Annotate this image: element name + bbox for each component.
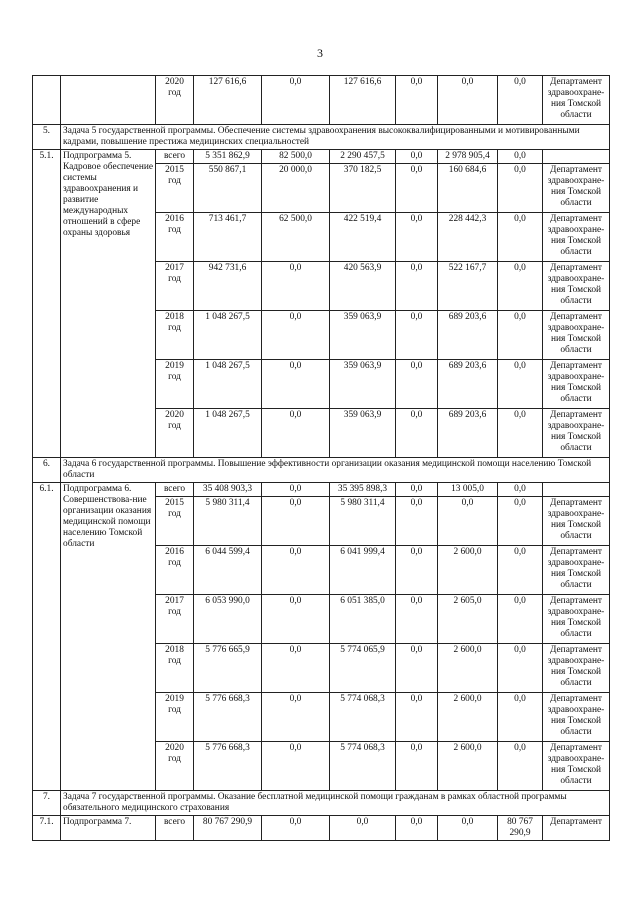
year-cell: 2017 год: [156, 262, 194, 311]
regional-cell: 5 774 065,9: [330, 644, 396, 693]
other-cell: 0,0: [498, 213, 543, 262]
row-num: [33, 76, 61, 125]
regional-cell: 127 616,6: [330, 76, 396, 125]
budget-table: [32, 75, 610, 841]
year-cell: 2017 год: [156, 595, 194, 644]
local-cell: 0,0: [396, 742, 438, 791]
other-cell: 0,0: [498, 311, 543, 360]
tfoms-cell: 160 684,6: [438, 164, 498, 213]
tfoms-cell: 2 605,0: [438, 595, 498, 644]
total-cell: 713 461,7: [194, 213, 262, 262]
tfoms-cell: 2 978 905,4: [438, 150, 498, 164]
total-cell: 1 048 267,5: [194, 311, 262, 360]
year-cell: всего: [156, 150, 194, 164]
year-cell: 2018 год: [156, 644, 194, 693]
other-cell: 0,0: [498, 76, 543, 125]
regional-cell: 5 980 311,4: [330, 497, 396, 546]
local-cell: 0,0: [396, 311, 438, 360]
federal-cell: 0,0: [262, 483, 330, 497]
total-cell: 1 048 267,5: [194, 360, 262, 409]
total-cell: 5 351 862,9: [194, 150, 262, 164]
task-text: Задача 6 государственной программы. Повышение эффективности организации оказания медицинской помощи населению Томской области: [61, 458, 610, 483]
regional-cell: 359 063,9: [330, 409, 396, 458]
regional-cell: 420 563,9: [330, 262, 396, 311]
regional-cell: 422 519,4: [330, 213, 396, 262]
department-cell: Департамент здравоохране-ния Томской области: [543, 311, 610, 360]
department-cell: Департамент: [543, 816, 610, 841]
tfoms-cell: 0,0: [438, 816, 498, 841]
year-cell: 2020 год: [156, 742, 194, 791]
federal-cell: 0,0: [262, 262, 330, 311]
table-row: [33, 816, 610, 841]
year-cell: 2016 год: [156, 546, 194, 595]
year-cell: всего: [156, 816, 194, 841]
regional-cell: 359 063,9: [330, 360, 396, 409]
page-number: 3: [317, 46, 323, 60]
tfoms-cell: 228 442,3: [438, 213, 498, 262]
task-row: [33, 125, 610, 150]
department-cell: Департамент здравоохране-ния Томской области: [543, 262, 610, 311]
year-cell: 2019 год: [156, 360, 194, 409]
other-cell: 0,0: [498, 546, 543, 595]
other-cell: 0,0: [498, 742, 543, 791]
tfoms-cell: 13 005,0: [438, 483, 498, 497]
federal-cell: 0,0: [262, 311, 330, 360]
local-cell: 0,0: [396, 693, 438, 742]
federal-cell: 20 000,0: [262, 164, 330, 213]
local-cell: 0,0: [396, 76, 438, 125]
year-cell: 2018 год: [156, 311, 194, 360]
local-cell: 0,0: [396, 497, 438, 546]
total-cell: 5 776 665,9: [194, 644, 262, 693]
local-cell: 0,0: [396, 262, 438, 311]
local-cell: 0,0: [396, 409, 438, 458]
department-cell: Департамент здравоохране-ния Томской области: [543, 213, 610, 262]
subprogram-number: 5.1.: [33, 150, 61, 458]
regional-cell: 2 290 457,5: [330, 150, 396, 164]
table-row: [33, 483, 610, 497]
year-cell: 2015 год: [156, 497, 194, 546]
tfoms-cell: 689 203,6: [438, 409, 498, 458]
total-cell: 550 867,1: [194, 164, 262, 213]
department-cell: Департамент здравоохране-ния Томской области: [543, 360, 610, 409]
regional-cell: 0,0: [330, 816, 396, 841]
total-cell: 5 980 311,4: [194, 497, 262, 546]
department-cell: [543, 483, 610, 497]
total-cell: 80 767 290,9: [194, 816, 262, 841]
federal-cell: 0,0: [262, 497, 330, 546]
task-number: 7.: [33, 791, 61, 816]
task-row: [33, 458, 610, 483]
department-cell: Департамент здравоохране-ния Томской области: [543, 595, 610, 644]
federal-cell: 0,0: [262, 76, 330, 125]
table-row: [33, 150, 610, 164]
local-cell: 0,0: [396, 546, 438, 595]
other-cell: 0,0: [498, 262, 543, 311]
local-cell: 0,0: [396, 595, 438, 644]
subprogram-name: Подпрограмма 5. Кадровое обеспечение системы здравоохранения и развитие международных отношений в сфере охраны здоровья: [61, 150, 156, 458]
task-row: [33, 791, 610, 816]
subprogram-name: Подпрограмма 7.: [61, 816, 156, 841]
tfoms-cell: 2 600,0: [438, 742, 498, 791]
tfoms-cell: 0,0: [438, 497, 498, 546]
other-cell: 0,0: [498, 360, 543, 409]
task-text: Задача 7 государственной программы. Оказание бесплатной медицинской помощи гражданам в рамках областной программы обязательного медицинского страхования: [61, 791, 610, 816]
local-cell: 0,0: [396, 816, 438, 841]
department-cell: Департамент здравоохране-ния Томской области: [543, 76, 610, 125]
year-cell: всего: [156, 483, 194, 497]
department-cell: Департамент здравоохране-ния Томской области: [543, 497, 610, 546]
federal-cell: 0,0: [262, 644, 330, 693]
total-cell: 5 776 668,3: [194, 693, 262, 742]
year-cell: 2020 год: [156, 409, 194, 458]
federal-cell: 0,0: [262, 742, 330, 791]
local-cell: 0,0: [396, 213, 438, 262]
tfoms-cell: 689 203,6: [438, 311, 498, 360]
other-cell: 0,0: [498, 409, 543, 458]
tfoms-cell: 689 203,6: [438, 360, 498, 409]
department-cell: Департамент здравоохране-ния Томской области: [543, 644, 610, 693]
local-cell: 0,0: [396, 150, 438, 164]
other-cell: 0,0: [498, 483, 543, 497]
federal-cell: 0,0: [262, 360, 330, 409]
task-number: 5.: [33, 125, 61, 150]
other-cell: 80 767 290,9: [498, 816, 543, 841]
subprogram-name: Подпрограмма 6. Совершенствова-ние организации оказания медицинской помощи населению Томской области: [61, 483, 156, 791]
regional-cell: 5 774 068,3: [330, 742, 396, 791]
table-row: [33, 76, 610, 125]
other-cell: 0,0: [498, 595, 543, 644]
regional-cell: 359 063,9: [330, 311, 396, 360]
department-cell: Департамент здравоохране-ния Томской области: [543, 164, 610, 213]
regional-cell: 6 051 385,0: [330, 595, 396, 644]
local-cell: 0,0: [396, 360, 438, 409]
local-cell: 0,0: [396, 644, 438, 693]
total-cell: 5 776 668,3: [194, 742, 262, 791]
total-cell: 1 048 267,5: [194, 409, 262, 458]
tfoms-cell: 522 167,7: [438, 262, 498, 311]
total-cell: 942 731,6: [194, 262, 262, 311]
tfoms-cell: 2 600,0: [438, 546, 498, 595]
row-name: [61, 76, 156, 125]
federal-cell: 0,0: [262, 409, 330, 458]
regional-cell: 6 041 999,4: [330, 546, 396, 595]
regional-cell: 370 182,5: [330, 164, 396, 213]
federal-cell: 0,0: [262, 816, 330, 841]
regional-cell: 5 774 068,3: [330, 693, 396, 742]
year-cell: 2015 год: [156, 164, 194, 213]
year-cell: 2019 год: [156, 693, 194, 742]
tfoms-cell: 2 600,0: [438, 644, 498, 693]
federal-cell: 0,0: [262, 595, 330, 644]
department-cell: Департамент здравоохране-ния Томской области: [543, 409, 610, 458]
other-cell: 0,0: [498, 644, 543, 693]
department-cell: [543, 150, 610, 164]
task-text: Задача 5 государственной программы. Обеспечение системы здравоохранения высококвалифицированными и мотивированными кадрами, повышение престижа медицинских специальностей: [61, 125, 610, 150]
federal-cell: 82 500,0: [262, 150, 330, 164]
subprogram-number: 6.1.: [33, 483, 61, 791]
subprogram-number: 7.1.: [33, 816, 61, 841]
other-cell: 0,0: [498, 164, 543, 213]
total-cell: 35 408 903,3: [194, 483, 262, 497]
other-cell: 0,0: [498, 497, 543, 546]
local-cell: 0,0: [396, 164, 438, 213]
total-cell: 6 044 599,4: [194, 546, 262, 595]
department-cell: Департамент здравоохране-ния Томской области: [543, 546, 610, 595]
tfoms-cell: 0,0: [438, 76, 498, 125]
year-cell: 2020 год: [156, 76, 194, 125]
other-cell: 0,0: [498, 150, 543, 164]
federal-cell: 62 500,0: [262, 213, 330, 262]
department-cell: Департамент здравоохране-ния Томской области: [543, 693, 610, 742]
table-body: [33, 76, 610, 841]
other-cell: 0,0: [498, 693, 543, 742]
regional-cell: 35 395 898,3: [330, 483, 396, 497]
local-cell: 0,0: [396, 483, 438, 497]
department-cell: Департамент здравоохране-ния Томской области: [543, 742, 610, 791]
federal-cell: 0,0: [262, 546, 330, 595]
year-cell: 2016 год: [156, 213, 194, 262]
tfoms-cell: 2 600,0: [438, 693, 498, 742]
total-cell: 6 053 990,0: [194, 595, 262, 644]
task-number: 6.: [33, 458, 61, 483]
total-cell: 127 616,6: [194, 76, 262, 125]
federal-cell: 0,0: [262, 693, 330, 742]
